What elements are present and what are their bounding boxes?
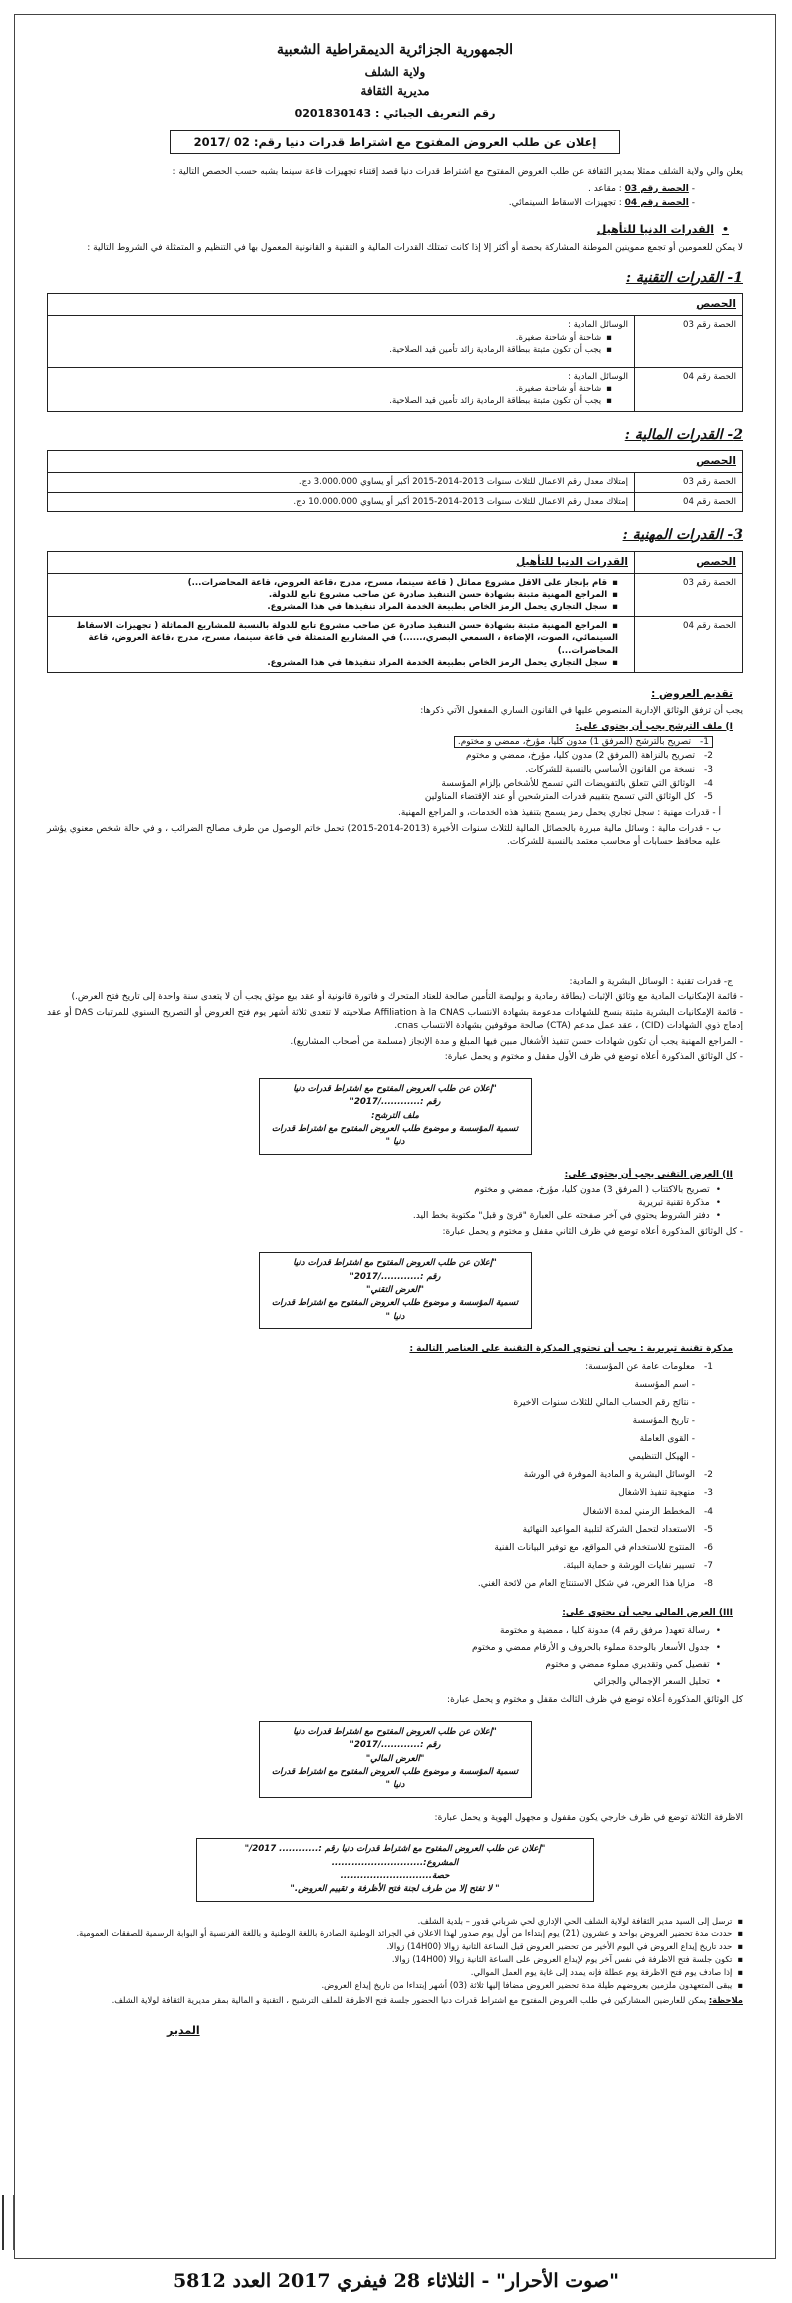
capacity-note: ب - قدرات مالية : وسائل مالية مبررة بالحصائل المالية للثلاث سنوات الأخيرة (2013-2014-2015) تحمل خاتم الوصول من طرف مصالح الضرائب ، و في حالة شخص معنوي يؤشر عليه محافظ حسابات أو محاسب معتمد بالنسبة للشركات. [47,823,721,847]
edge-mark [2,2195,14,2250]
list-item: - تاريخ المؤسسة [632,1416,695,1427]
list-item: 1-معلومات عامة عن المؤسسة: [585,1361,713,1372]
technical-header: الحصص [48,294,743,316]
list-item: ▪ يبقى المتعهدون ملزمين بعروضهم طيلة مدة تحضير العروض مضافا إليها ثلاثة (03) أشهر إبتداءا من تاريخ إيداع العروض. [47,1980,743,1992]
table-row: الحصة رقم 03 الوسائل المادية : ▪ شاحنة أو شاحنة صغيرة. ▪ يجب أن تكون مثبتة ببطاقة الرمادية زائد تأمين قيد الصلاحية. [48,316,743,368]
list-item: ▪ حدد تاريخ إيداع العروض في اليوم الأخير من تحضير العروض قبل الساعة الثانية زوالا (14H00) زوالا. [47,1941,743,1953]
list-item: ▪ تكون جلسة فتح الاظرفة في نفس آخر يوم لإيداع العروض على الساعة الثانية زوالا (14H00) زوالا. [47,1954,743,1966]
financial-header: الحصص [48,451,743,473]
list-item: 2-الوسائل البشرية و المادية الموفرة في الورشة [523,1470,713,1481]
professional-header-lot: الحصص [635,551,743,573]
republic-header: الجمهورية الجزائرية الديمقراطية الشعبية [276,42,513,58]
list-item: 6-المنتوج للاستخدام في المواقع، مع توفير البيانات الفنية [494,1542,713,1553]
financial-title: 2- القدرات المالية : [624,426,743,443]
directorate-header: مديرية الثقافة [360,83,430,98]
list-item: 4-المخطط الزمني لمدة الاشغال [582,1506,713,1517]
financial-offer-list [47,1623,721,1691]
table-row: الحصة رقم 03 ▪ قام بإنجاز على الاقل مشروع مماثل ( قاعة سينما، مسرح، مدرج ،قاعة العروض، قاعة المحاضرات...) ▪ المراجع المهنية مثبتة بشهادة حسن التنفيذ صادرة عن صاحب مشروع تابع للدولة. ▪ سجل التجاري يحمل الرمز الخاص بطبيعة الخدمة المراد تنفيذها في هذا المشروع. [48,573,743,617]
professional-table [47,551,743,673]
envelope-note: - كل الوثائق المذكورة أعلاه توضع في ظرف الثاني مقفل و مختوم و يحمل عبارة: [442,1226,743,1237]
outer-envelope-note: الاظرفة الثلاثة توضع في ظرف خارجي يكون مقفول و مجهول الهوية و يحمل عبارة: [434,1812,743,1823]
envelope-candidacy: "إعلان عن طلب العروض المفتوح مع اشتراط قدرات دنيا رقم :............/2017" ملف الترشح: تسمية المؤسسة و موضوع طلب العروض المفتوح مع اشتراط قدرات دنيا " [259,1078,532,1155]
list-item: 4-الوثائق التي تتعلق بالتفويضات التي تسمح للأشخاص بإلزام المؤسسة [441,778,713,789]
announcement-title: إعلان عن طلب العروض المفتوح مع اشتراط قدرات دنيا رقم: 02 /2017 [170,130,620,154]
tech-means-para: - المراجع المهنية يجب أن تكون شهادات حسن تنفيذ الأشغال مبين فيها المبلغ و مدة الإنجاز (مسلمة من أصحاب المشاريع). [290,1036,743,1047]
list-item: • مذكرة تقنية تبريرية [47,1197,721,1210]
closing-list [47,1916,743,1993]
tech-means-heading: ج- قدرات تقنية : الوسائل البشرية و المادية: [569,976,733,987]
submission-intro: يجب أن تزفق الوثائق الإدارية المنصوص عليها في القانون الساري المفعول الآتي ذكرها: [420,705,743,716]
financial-offer-heading: III) العرض المالي يجب أن يحتوي على: [562,1608,733,1619]
list-item: 8-مزايا هذا العرض، في شكل الاستنتاج العام من لائحة الغني. [477,1578,713,1589]
list-item: ▪ إذا صادف يوم فتح الاظرفة يوم عطلة فإنه يمدد إلى غاية يوم العمل الموالي. [47,1967,743,1979]
director-signature: المدير [167,2023,200,2037]
capacity-notes [47,807,721,848]
submission-heading: تقديم العروض : [651,687,733,700]
table-row: الحصة رقم 04 إمتلاك معدل رقم الاعمال للثلاث سنوات 2013-2014-2015 أكبر أو يساوي 10.000.000 دج. [48,492,743,511]
list-item: • دفتر الشروط يحتوي في آخر صفحته على العبارة "قرئ و قبل" مكتوبة بخط اليد. [47,1210,721,1223]
envelope-outer: "إعلان عن طلب العروض المفتوح مع اشتراط قدرات دنيا رقم :............ 2017/" المشروع:............................ حصة............................ " لا تفتح إلا من طرف لجنة فتح الأظرفة و تقييم العروض." [196,1838,594,1901]
list-item: 5-كل الوثائق التي تسمح بتقييم قدرات المترشحين أو عند الإقتضاء المناولين [424,792,713,803]
candidacy-file-list [47,736,713,804]
tech-means-para: - قائمة الإمكانيات المادية مع وثائق الإثبات (بطاقة رمادية و بوليصة التأمين صالحة للعتاد المتحرك و فاتورة قانونية أو عقد بيع موثق يجب أن لا يتعدى سنة واحدة إلى تاريخ فتح العرض.) [71,992,743,1003]
wilaya-header: ولاية الشلف [364,64,426,79]
list-item: 1-تصريح بالترشح (المرفق 1) مدون كليا، مؤرخ، ممضي و مختوم. [47,736,713,749]
list-item: 3-نسخة من القانون الأساسي بالنسبة للشركات. [525,764,713,775]
lot-item: - الحصة رقم 04 : تجهيزات الاسقاط السينمائي. [508,198,695,209]
list-item: - القوى العاملة [639,1434,695,1445]
announcement-frame [14,14,776,2259]
newspaper-masthead: "صوت الأحرار" - الثلاثاء 28 فيفري 2017 العدد 5812 [172,2270,620,2292]
candidacy-file-heading: I) ملف الترشح يجب أن يحتوي على: [575,721,733,732]
list-item: • رسالة تعهد( مرفق رقم 4) مدونة كليا ، ممضية و مختومة [47,1623,721,1640]
memo-list [47,1359,713,1593]
technical-table [47,293,743,411]
list-item: - اسم المؤسسة [634,1379,695,1390]
financial-table [47,450,743,511]
list-item: ▪ ترسل إلى السيد مدير الثقافة لولاية الشلف الحي الإداري لحي شرباني قدور – بلدية الشلف. [47,1916,743,1928]
table-row: الحصة رقم 04 الوسائل المادية : ▪ شاحنة أو شاحنة صغيرة. ▪ يجب أن تكون مثبتة ببطاقة الرمادية زائد تأمين قيد الصلاحية. [48,367,743,411]
tech-offer-heading: II) العرض التقني يجب أن يحتوي على: [564,1169,733,1180]
professional-header-cap: القدرات الدنيا للتأهيل [48,551,635,573]
envelope-technical: "إعلان عن طلب العروض المفتوح مع اشتراط قدرات دنيا رقم :............/2017" "العرض التقني" تسمية المؤسسة و موضوع طلب العروض المفتوح مع اشتراط قدرات دنيا " [259,1252,532,1329]
list-item: • تحليل السعر الإجمالي والجزائي [47,1674,721,1691]
memo-heading: مذكرة تقنية تبريرية : يجب أن تحتوي المذكرة التقنية على العناصر التالية : [409,1344,733,1355]
list-item: • جدول الأسعار بالوحدة مملوء بالحروف و الأرقام ممضي و مختوم [47,1640,721,1657]
capacity-note: أ - قدرات مهنية : سجل تجاري يحمل رمز يسمح بتنفيذ هذه الخدمات، و المراجع المهنية. [397,808,721,819]
list-item: 3-منهجية تنفيذ الاشغال [618,1488,713,1499]
min-capacities-heading: • القدرات الدنيا للتأهيل [47,222,729,238]
closing-note: ملاحظة: يمكن للعارضين المشاركين في طلب العروض المفتوح مع اشتراط قدرات دنيا الحضور جلسة فتح الاظرفة للملف الترشيح ، التقنية و المالية بمقر مديرية الثقافة لولاية الشلف. [111,1995,743,2006]
list-item: • تفصيل كمي وتقديري مملوء ممضي و مختوم [47,1657,721,1674]
list-item: - نتائج رقم الحساب المالي للثلاث سنوات الاخيرة [513,1398,695,1408]
lots-list [47,183,695,211]
envelope-note: كل الوثائق المذكورة أعلاه توضع في ظرف الثالث مقفل و مختوم و يحمل عبارة: [447,1695,743,1706]
intro-text: يعلن والي ولاية الشلف ممثلا بمدير الثقافة عن طلب العروض المفتوح مع اشتراط قدرات دنيا قصد إقتناء تجهيزات قاعة سينما بشبه حسب الحصص التالية : [172,166,743,177]
list-item: • تصريح بالاكتتاب ( المرفق 3) مدون كليا، مؤرخ، ممضي و مختوم [47,1184,721,1197]
technical-title: 1- القدرات التقنية : [625,269,743,286]
min-capacities-text: لا يمكن للعمومين أو تجمع مموينين الموطنة المشاركة بحصة أو أكثر إلا إذا كانت تمتلك القدرات المالية و التقنية و القانونية المعمول بها في التنظيم و المتمثلة في الشروط التالية : [87,242,743,253]
professional-title: 3- القدرات المهنية : [622,526,743,543]
tech-means-para: - قائمة الإمكانيات البشرية مثبتة بنسخ للشهادات مدعومة بشهادة الانتساب Affiliation à la CNAS صلاحيته لا تتعدى ثلاثة أشهر يوم فتح العروض أو التصريح السنوي للمرتبات DAS أو عقد إدماج ذوي الشهادات (CID) ، عقد عمل مدعم (CTA) صالحة موقوفين بشهادة الانتساب cnas. [47,1008,744,1031]
list-item: - الهيكل التنظيمي [628,1452,695,1463]
envelope-financial: "إعلان عن طلب العروض المفتوح مع اشتراط قدرات دنيا رقم :............/2017" "العرض المالي" تسمية المؤسسة و موضوع طلب العروض المفتوح مع اشتراط قدرات دنيا " [259,1721,532,1798]
list-item: 7-تسيير نفايات الورشة و حماية البيئة. [563,1560,713,1571]
lot-item: - الحصة رقم 03 : مقاعد . [587,183,695,194]
list-item: 2-تصريح بالنزاهة (المرفق 2) مدون كليا، مؤرخ، ممضي و مختوم [466,751,713,762]
envelope-note: - كل الوثائق المذكورة أعلاه توضع في ظرف الأول مقفل و مختوم و يحمل عبارة: [444,1052,743,1063]
list-item: ▪ حددت مدة تحضير العروض بواحد و عشرون (21) يوم إبتداءا من أول يوم صدور لهذا الاعلان في الجرائد الوطنية الصادرة باللغة الوطنية و باللغة الفرنسية أو البوابة الرسمية للصفقات العمومية. [47,1928,743,1940]
table-row: الحصة رقم 04 ▪ المراجع المهنية مثبتة بشهادة حسن التنفيذ صادرة عن صاحب مشروع تابع للدولة بالنسبة للمشاريع المماثلة ( تجهيزات الاسقاط السينمائي، الصوت، الإضاءة ، السمعي البصري،......) في المشاريع المتمثلة في قاعة سينما، مسرح، مدرج ،قاعة العروض، قاعة المحاضرات...) ▪ سجل التجاري يحمل الرمز الخاص بطبيعة الخدمة المراد تنفيذها في هذا المشروع. [48,617,743,673]
list-item: 5-الاستعداد لتحمل الشركة لتلبية المواعيد النهائية [522,1524,713,1535]
tech-offer-list [47,1184,721,1222]
table-row: الحصة رقم 03 إمتلاك معدل رقم الاعمال للثلاث سنوات 2013-2014-2015 أكبر أو يساوي 3.000.000 دج. [48,473,743,492]
fiscal-id: رقم التعريف الجبائي : 0201830143 [294,106,496,120]
